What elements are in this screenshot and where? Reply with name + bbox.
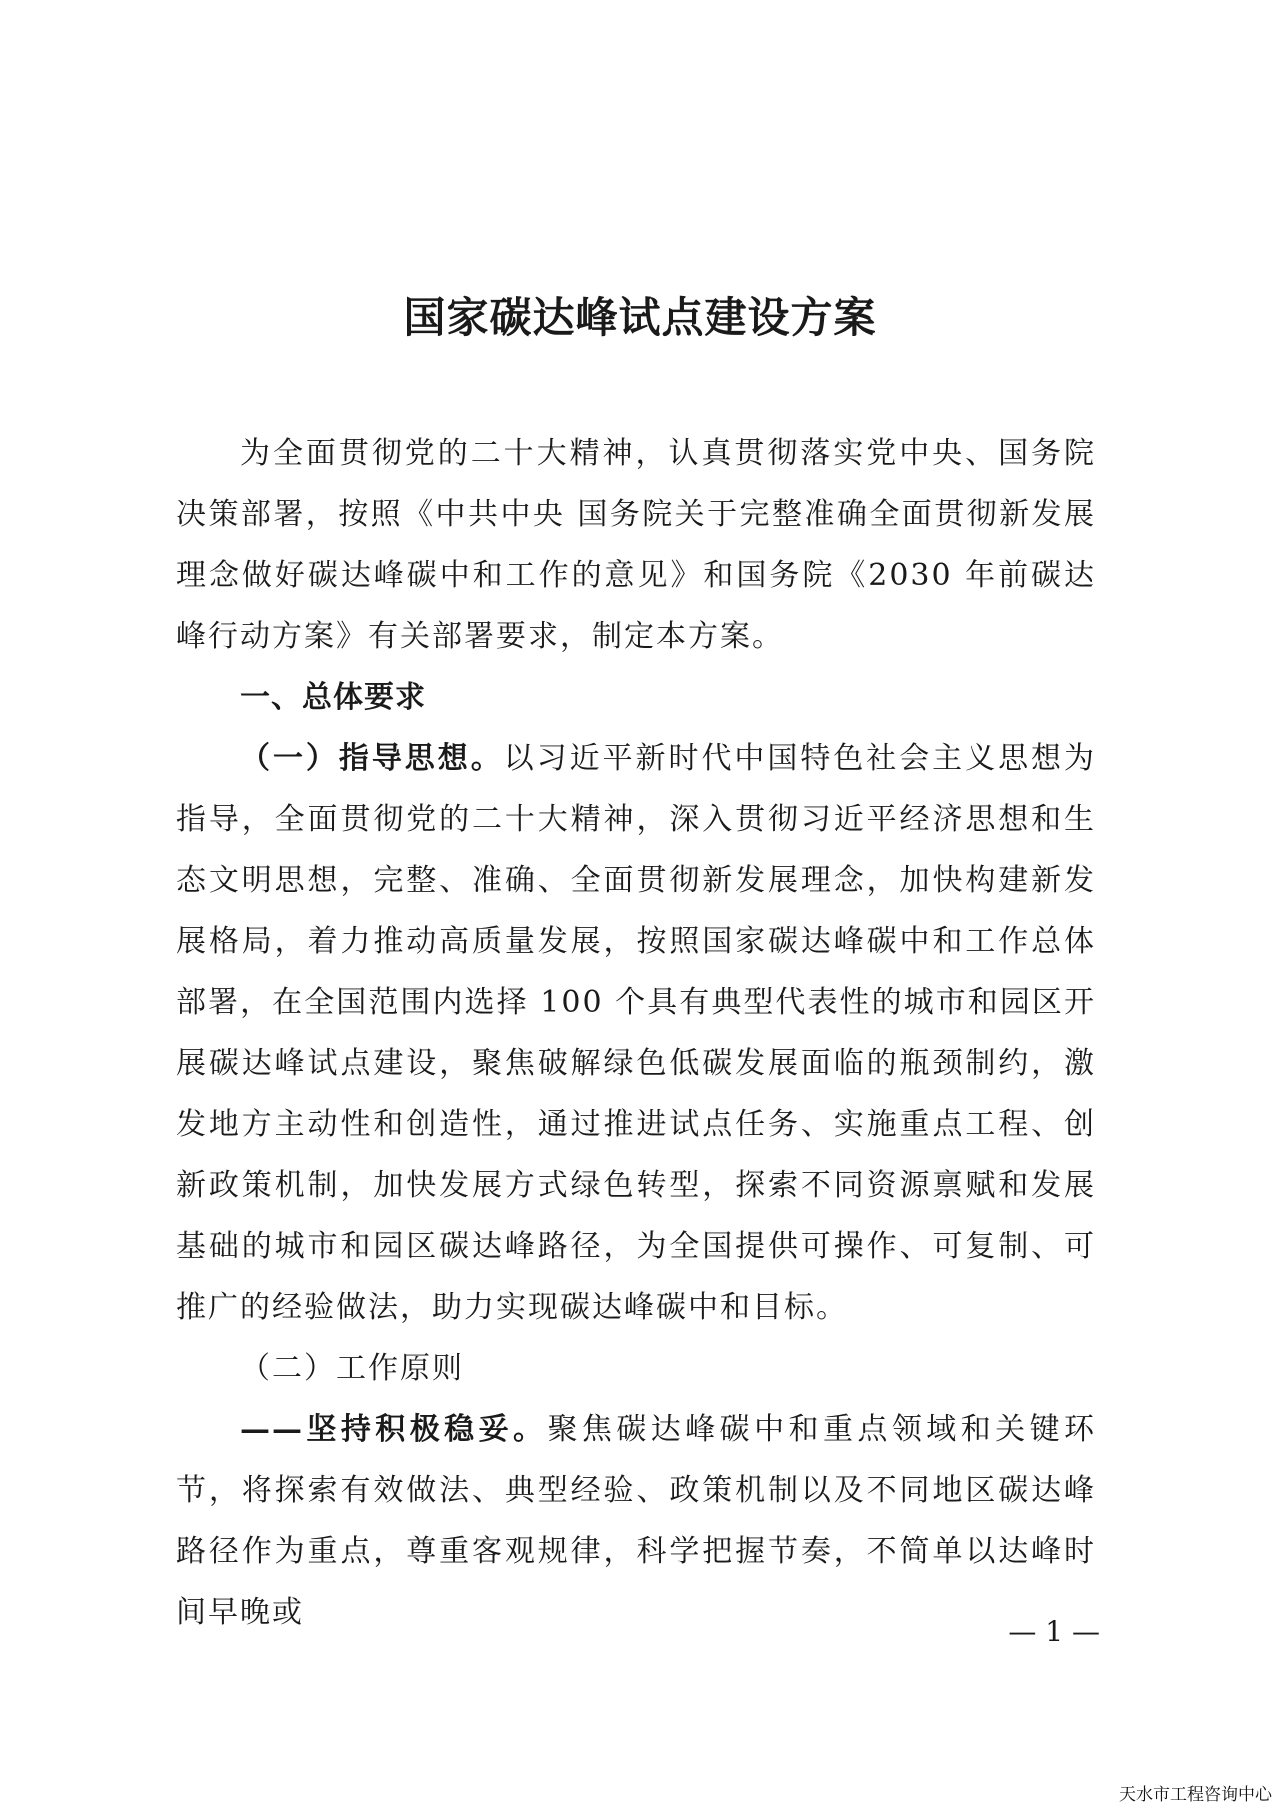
page-number: — 1 —	[1008, 1615, 1100, 1648]
guiding-thought-paragraph	[176, 728, 1096, 1338]
paragraph-lead: （一）指导思想。	[240, 741, 504, 776]
document-body	[176, 423, 1096, 1643]
paragraph-body: 以习近平新时代中国特色社会主义思想为指导，全面贯彻党的二十大精神，深入贯彻习近平经济思想和生态文明思想，完整、准确、全面贯彻新发展理念，加快构建新发展格局，着力推动高质量发展，按照国家碳达峰碳中和工作总体部署，在全国范围内选择 100 个具有典型代表性的城市和园区开展碳达峰试点建设，聚焦破解绿色低碳发展面临的瓶颈制约，激发地方主动性和创造性，通过推进试点任务、实施重点工程、创新政策机制，加快发展方式绿色转型，探索不同资源禀赋和发展基础的城市和园区碳达峰路径，为全国提供可操作、可复制、可推广的经验做法，助力实现碳达峰碳中和目标。	[176, 741, 1097, 1325]
principles-heading: （二）工作原则	[240, 1351, 464, 1386]
section-heading: 一、总体要求	[240, 680, 426, 715]
intro-paragraph: 为全面贯彻党的二十大精神，认真贯彻落实党中央、国务院决策部署，按照《中共中央 国务院关于完整准确全面贯彻新发展理念做好碳达峰碳中和工作的意见》和国务院《2030 年前碳达峰行动方案》有关部署要求，制定本方案。	[176, 436, 1096, 654]
watermark-label: 天水市工程咨询中心	[1119, 1785, 1272, 1805]
paragraph-lead: ——坚持积极稳妥。	[240, 1412, 548, 1447]
document-title: 国家碳达峰试点建设方案	[403, 293, 877, 342]
principle-paragraph	[176, 1399, 1096, 1643]
paragraph-body: 聚焦碳达峰碳中和重点领域和关键环节，将探索有效做法、典型经验、政策机制以及不同地区碳达峰路径作为重点，尊重客观规律，科学把握节奏，不简单以达峰时间早晚或	[176, 1412, 1097, 1630]
